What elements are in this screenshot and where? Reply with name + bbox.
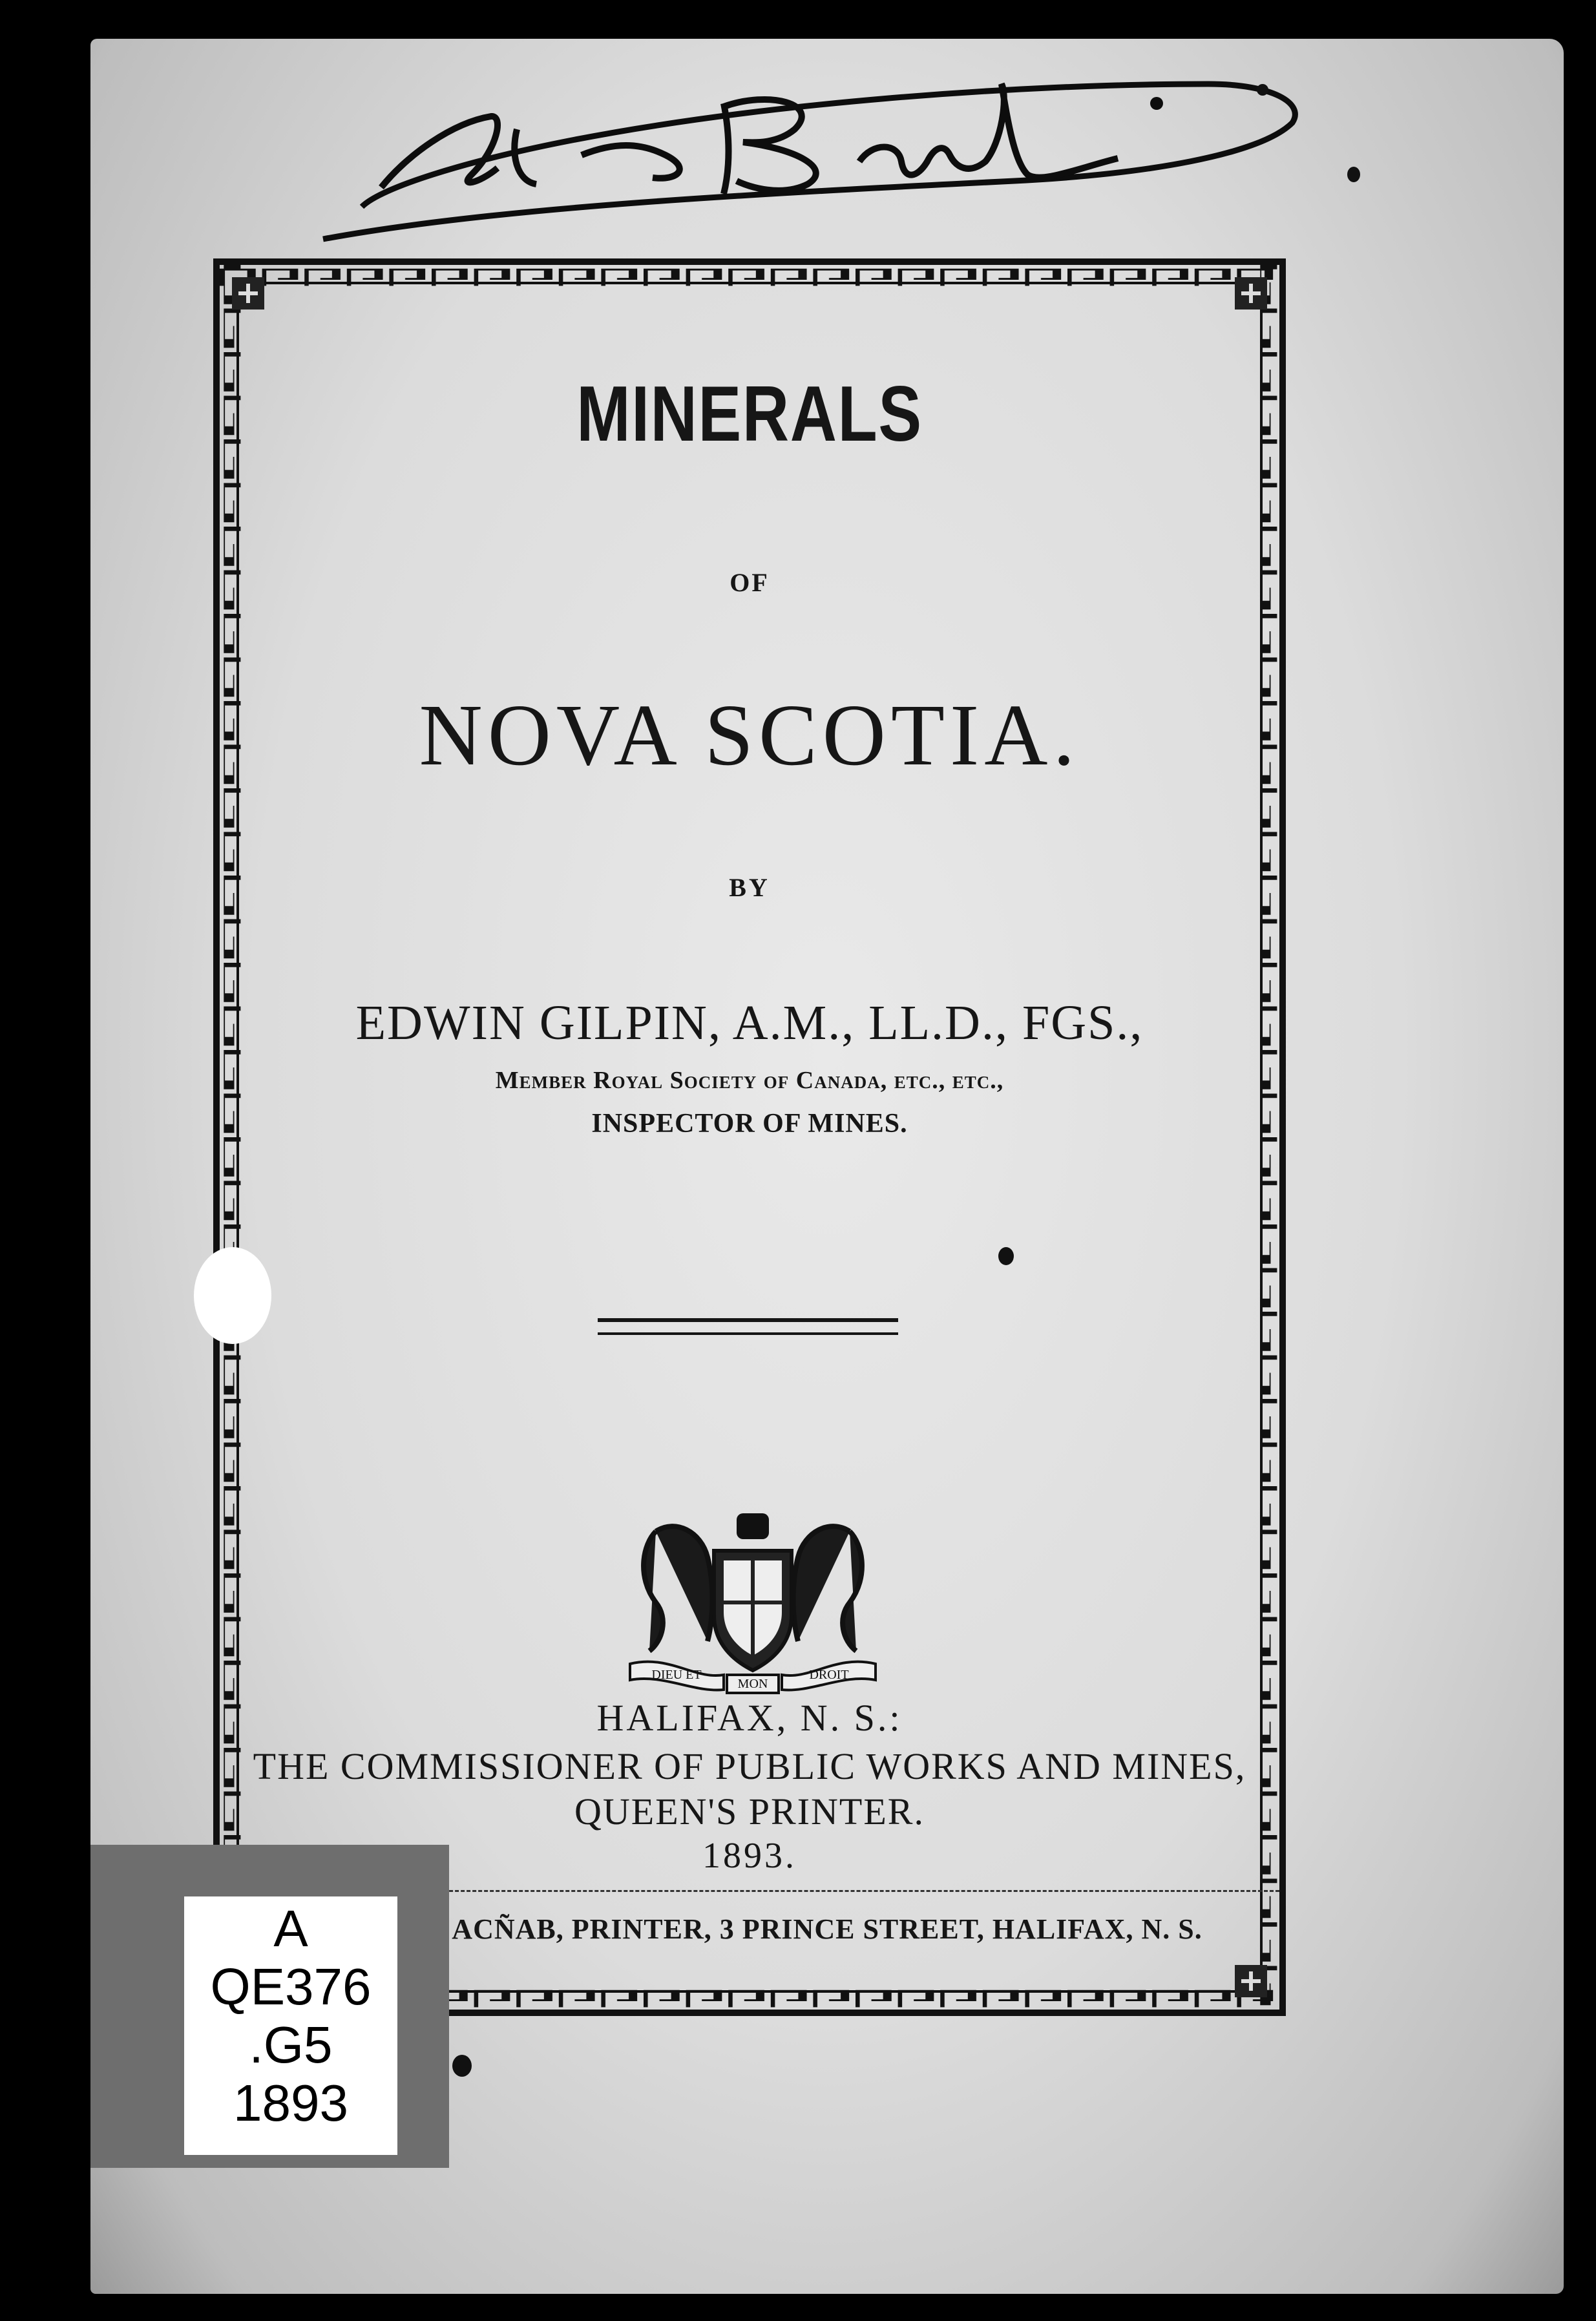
motto-right: DROIT [809,1668,849,1682]
author-position: INSPECTOR OF MINES. [591,1109,908,1139]
handwritten-signature [304,45,1312,258]
double-rule-divider [598,1318,898,1322]
author-membership: Member Royal Society of Canada, etc., etc., [495,1067,1004,1094]
ink-speck [998,1247,1014,1265]
title-place: NOVA SCOTIA. [419,687,1080,784]
printer-line-rule [362,1890,1279,1892]
call-number-line-1: A [273,1900,308,1957]
ink-speck [1257,84,1268,96]
library-call-number-label [184,1896,397,2155]
imprint-printer-title: QUEEN'S PRINTER. [574,1791,925,1833]
double-rule-divider [598,1332,898,1335]
imprint-year: 1893. [702,1836,797,1876]
printer-line: ACÑAB, PRINTER, 3 PRINCE STREET, HALIFAX, N. S. [452,1913,1202,1945]
greek-key-border-top [220,265,1279,288]
imprint-publisher: THE COMMISSIONER OF PUBLIC WORKS AND MINES, [253,1745,1246,1787]
paper-damage-blot [194,1247,271,1344]
motto-center: MON [737,1677,768,1691]
royal-coat-of-arms-icon [617,1506,888,1699]
byline-label: BY [729,873,770,902]
call-number-line-2: QE376 [210,1958,372,2015]
corner-ornament-icon [1232,274,1270,313]
corner-ornament-icon [1232,1962,1270,2001]
imprint-city: HALIFAX, N. S.: [596,1697,903,1739]
author-name: EDWIN GILPIN, A.M., LL.D., FGS., [355,996,1144,1050]
title-main: MINERALS [576,370,923,457]
call-number-line-3: .G5 [249,2016,333,2074]
motto-left: DIEU ET [651,1668,702,1682]
corner-ornament-icon [229,274,268,313]
ink-speck [452,2055,472,2077]
title-connector: OF [730,568,770,597]
call-number-line-4: 1893 [233,2074,348,2132]
ink-speck [1347,167,1360,182]
